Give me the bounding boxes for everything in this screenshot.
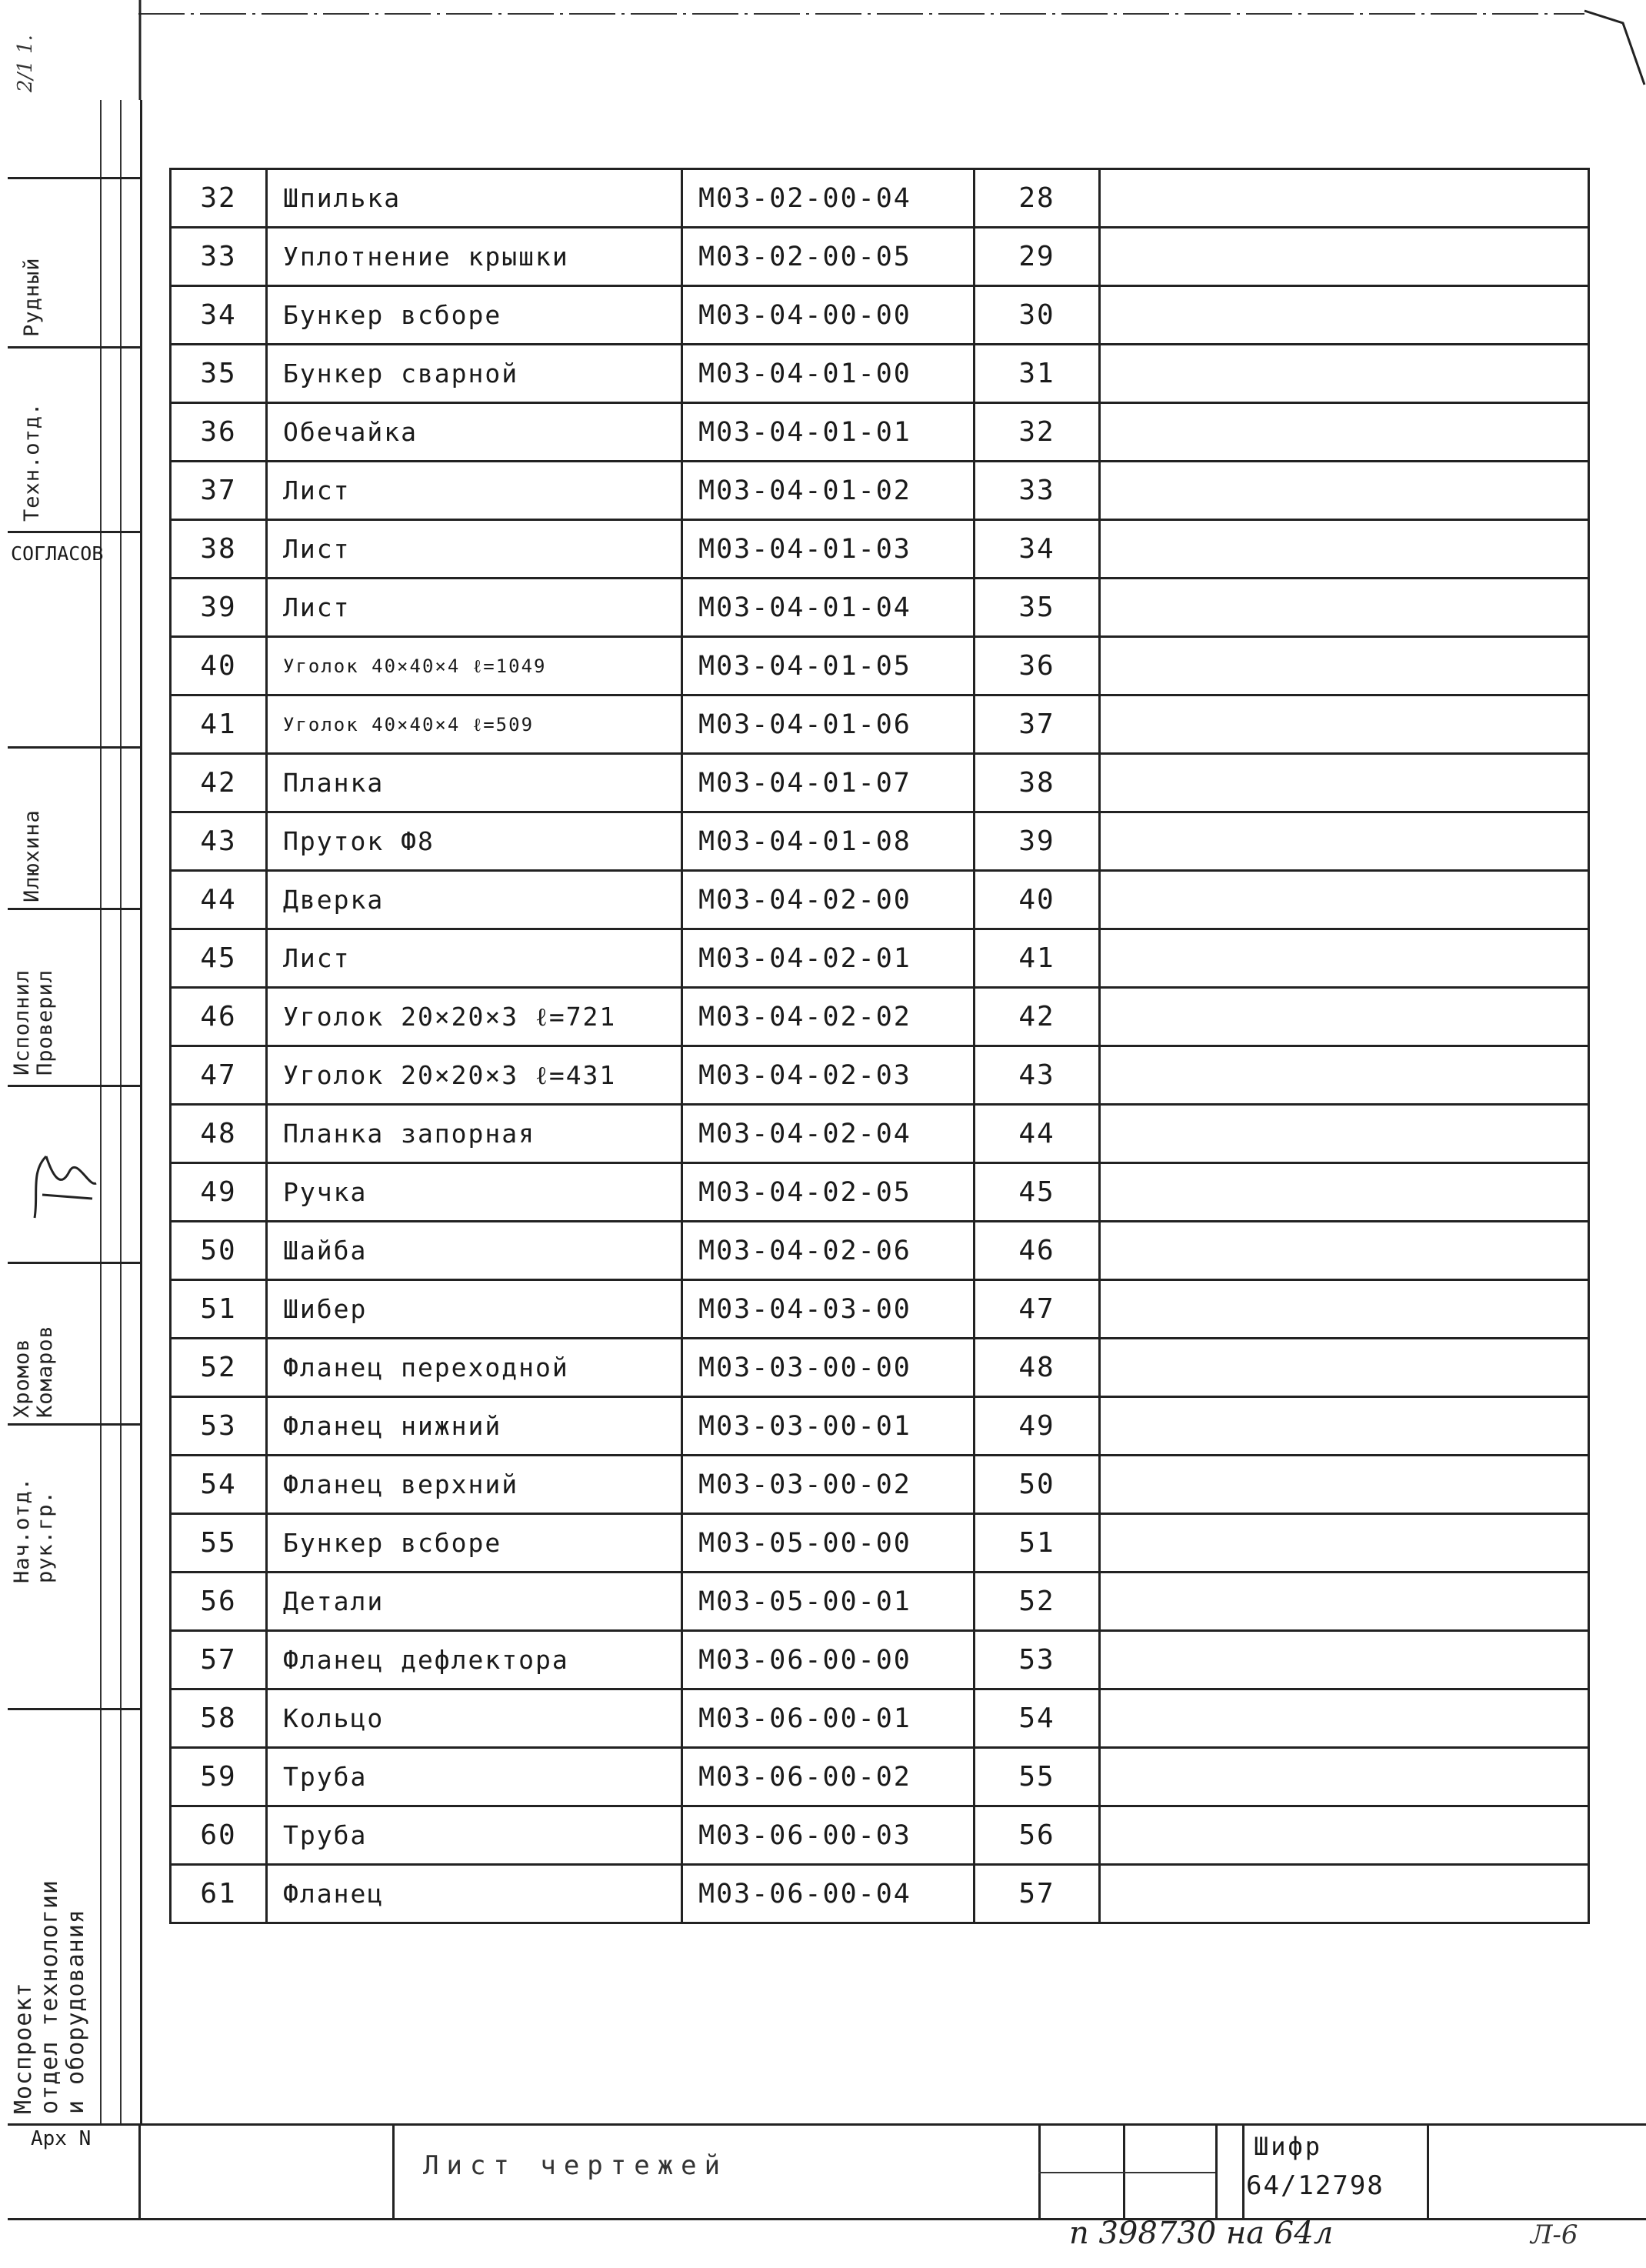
drawing-name: Пруток Ф8 [267, 812, 682, 871]
strip-text-khromov: Хромов Комаров [10, 1325, 57, 1418]
row-number: 41 [171, 695, 267, 754]
sheet-mark: Л-6 [1531, 2220, 1578, 2250]
drawing-code: М03-04-01-08 [682, 812, 975, 871]
notes-cell [1100, 228, 1589, 286]
notes-cell [1100, 1631, 1589, 1689]
drawing-name: Фланец [267, 1865, 682, 1923]
table-row [171, 579, 1589, 637]
drawing-name: Лист [267, 579, 682, 637]
row-number: 43 [171, 812, 267, 871]
drawing-name: Бункер всборе [267, 286, 682, 345]
left-title-strip [8, 100, 142, 2123]
notes-cell [1100, 1222, 1589, 1280]
sheet-number: 31 [975, 345, 1100, 403]
stamp-divider [1242, 2126, 1244, 2218]
drawing-code: М03-04-01-06 [682, 695, 975, 754]
table-row [171, 929, 1589, 988]
sheet-number: 54 [975, 1689, 1100, 1748]
drawing-code: М03-03-00-01 [682, 1397, 975, 1456]
drawing-name: Уплотнение крышки [267, 228, 682, 286]
drawing-code: М03-04-02-00 [682, 871, 975, 929]
drawing-name: Ручка [267, 1163, 682, 1222]
table-row [171, 1748, 1589, 1806]
row-number: 51 [171, 1280, 267, 1339]
sheet-number: 28 [975, 169, 1100, 228]
handwritten-signature [23, 1141, 108, 1226]
drawing-name: Уголок 20×20×3 ℓ=721 [267, 988, 682, 1046]
notes-cell [1100, 871, 1589, 929]
strip-text-agreed: СОГЛАСОВ [11, 542, 104, 565]
table-body [171, 169, 1589, 1923]
drawing-code: М03-02-00-04 [682, 169, 975, 228]
row-number: 47 [171, 1046, 267, 1105]
notes-cell [1100, 462, 1589, 520]
drawing-code: М03-04-01-07 [682, 754, 975, 812]
drawing-code: М03-06-00-04 [682, 1865, 975, 1923]
sheet-number: 55 [975, 1748, 1100, 1806]
drawing-code: М03-03-00-00 [682, 1339, 975, 1397]
strip-cell-khromov [8, 1262, 140, 1426]
row-number: 42 [171, 754, 267, 812]
notes-cell [1100, 1105, 1589, 1163]
sheet-number: 34 [975, 520, 1100, 579]
drawing-code: М03-05-00-00 [682, 1514, 975, 1573]
sheet-number: 46 [975, 1222, 1100, 1280]
notes-cell [1100, 1865, 1589, 1923]
sheet-number: 38 [975, 754, 1100, 812]
drawing-name: Планка [267, 754, 682, 812]
strip-text-performed: Исполнил Проверил [10, 969, 57, 1076]
notes-cell [1100, 1806, 1589, 1865]
table-row [171, 637, 1589, 695]
drawing-name: Лист [267, 462, 682, 520]
stamp-hline [1038, 2172, 1215, 2173]
drawing-name: Уголок 20×20×3 ℓ=431 [267, 1046, 682, 1105]
row-number: 46 [171, 988, 267, 1046]
archive-number-label: Арх N [31, 2127, 92, 2150]
table-row [171, 754, 1589, 812]
strip-text-org: Моспроект отдел технологии и оборудования [10, 1879, 89, 2114]
drawing-code: М03-06-00-00 [682, 1631, 975, 1689]
cipher-label: Шифр [1254, 2132, 1323, 2161]
drawing-code: М03-04-01-05 [682, 637, 975, 695]
drawing-name: Дверка [267, 871, 682, 929]
notes-cell [1100, 812, 1589, 871]
sheet-number: 49 [975, 1397, 1100, 1456]
stamp-divider [392, 2126, 395, 2218]
sheet-number: 42 [975, 988, 1100, 1046]
row-number: 56 [171, 1573, 267, 1631]
notes-cell [1100, 1748, 1589, 1806]
sheet-number: 45 [975, 1163, 1100, 1222]
notes-cell [1100, 754, 1589, 812]
strip-cell-head [8, 1423, 140, 1595]
sheet-number: 57 [975, 1865, 1100, 1923]
row-number: 34 [171, 286, 267, 345]
drawing-code: М03-06-00-03 [682, 1806, 975, 1865]
notes-cell [1100, 1456, 1589, 1514]
row-number: 50 [171, 1222, 267, 1280]
table-row [171, 871, 1589, 929]
strip-text-ilyukhina: Илюхина [20, 809, 44, 902]
sheet-number: 43 [975, 1046, 1100, 1105]
notes-cell [1100, 1573, 1589, 1631]
sheet-number: 32 [975, 403, 1100, 462]
sheet-number: 30 [975, 286, 1100, 345]
strip-cell-ilyukhina [8, 746, 140, 910]
drawings-list-table [169, 168, 1590, 1924]
drawing-name: Планка запорная [267, 1105, 682, 1163]
drawing-code: М03-04-01-03 [682, 520, 975, 579]
stamp-divider [1427, 2126, 1429, 2218]
row-number: 59 [171, 1748, 267, 1806]
notes-cell [1100, 286, 1589, 345]
sheet-number: 29 [975, 228, 1100, 286]
drawing-name: Бункер всборе [267, 1514, 682, 1573]
sheet-number: 41 [975, 929, 1100, 988]
sheet-number: 56 [975, 1806, 1100, 1865]
drawing-code: М03-06-00-02 [682, 1748, 975, 1806]
stamp-title: Лист чертежей [423, 2150, 728, 2181]
inventory-note: n 398730 на 64л [1069, 2216, 1334, 2251]
notes-cell [1100, 403, 1589, 462]
notes-cell [1100, 929, 1589, 988]
table-row [171, 169, 1589, 228]
table-row [171, 286, 1589, 345]
row-number: 44 [171, 871, 267, 929]
sheet-number: 39 [975, 812, 1100, 871]
row-number: 57 [171, 1631, 267, 1689]
drawing-code: М03-04-02-01 [682, 929, 975, 988]
table-row [171, 1456, 1589, 1514]
row-number: 40 [171, 637, 267, 695]
table-row [171, 1573, 1589, 1631]
strip-cell-signature [8, 1085, 140, 1264]
table-row [171, 228, 1589, 286]
drawing-code: М03-04-02-05 [682, 1163, 975, 1222]
drawing-name: Шпилька [267, 169, 682, 228]
notes-cell [1100, 1339, 1589, 1397]
row-number: 48 [171, 1105, 267, 1163]
corner-signature: 2/1 1. [14, 35, 37, 92]
table-row [171, 1339, 1589, 1397]
drawing-code: М03-02-00-05 [682, 228, 975, 286]
row-number: 53 [171, 1397, 267, 1456]
table-row [171, 695, 1589, 754]
table-row [171, 1105, 1589, 1163]
stamp-divider [138, 2126, 141, 2218]
table-row [171, 462, 1589, 520]
row-number: 55 [171, 1514, 267, 1573]
row-number: 39 [171, 579, 267, 637]
sheet-number: 48 [975, 1339, 1100, 1397]
drawing-name: Шибер [267, 1280, 682, 1339]
notes-cell [1100, 1046, 1589, 1105]
sheet-number: 44 [975, 1105, 1100, 1163]
sheet-number: 35 [975, 579, 1100, 637]
drawing-name: Фланец нижний [267, 1397, 682, 1456]
strip-text-tech-dept: Техн.отд. [20, 402, 44, 522]
table-row [171, 403, 1589, 462]
drawing-code: М03-06-00-01 [682, 1689, 975, 1748]
sheet-number: 50 [975, 1456, 1100, 1514]
table-row [171, 1280, 1589, 1339]
table-row [171, 1163, 1589, 1222]
sheet-number: 51 [975, 1514, 1100, 1573]
sheet-number: 47 [975, 1280, 1100, 1339]
drawing-code: М03-05-00-01 [682, 1573, 975, 1631]
drawing-name: Обечайка [267, 403, 682, 462]
notes-cell [1100, 169, 1589, 228]
row-number: 35 [171, 345, 267, 403]
table-row [171, 1806, 1589, 1865]
notes-cell [1100, 1163, 1589, 1222]
notes-cell [1100, 1514, 1589, 1573]
drawing-code: М03-04-03-00 [682, 1280, 975, 1339]
drawing-code: М03-04-02-04 [682, 1105, 975, 1163]
table-row [171, 1689, 1589, 1748]
cipher-value: 64/12798 [1246, 2170, 1384, 2201]
strip-cell-agreed [8, 531, 140, 679]
notes-cell [1100, 695, 1589, 754]
notes-cell [1100, 1280, 1589, 1339]
row-number: 36 [171, 403, 267, 462]
strip-cell-org [8, 1708, 140, 2126]
drawing-name: Труба [267, 1806, 682, 1865]
drawing-name: Фланец переходной [267, 1339, 682, 1397]
drawing-code: М03-04-02-02 [682, 988, 975, 1046]
frame-top-decor [0, 0, 1646, 100]
row-number: 37 [171, 462, 267, 520]
notes-cell [1100, 988, 1589, 1046]
notes-cell [1100, 1397, 1589, 1456]
strip-cell-performed [8, 908, 140, 1087]
drawing-name: Лист [267, 520, 682, 579]
table-row [171, 988, 1589, 1046]
strip-text-head: Нач.отд. рук.гр. [10, 1476, 57, 1583]
sheet-number: 40 [975, 871, 1100, 929]
notes-cell [1100, 637, 1589, 695]
table-row [171, 1222, 1589, 1280]
row-number: 33 [171, 228, 267, 286]
row-number: 54 [171, 1456, 267, 1514]
drawing-code: М03-04-01-04 [682, 579, 975, 637]
drawing-code: М03-03-00-02 [682, 1456, 975, 1514]
drawing-name: Детали [267, 1573, 682, 1631]
row-number: 58 [171, 1689, 267, 1748]
row-number: 32 [171, 169, 267, 228]
drawing-code: М03-04-02-06 [682, 1222, 975, 1280]
drawing-name: Бункер сварной [267, 345, 682, 403]
table-row [171, 1046, 1589, 1105]
row-number: 61 [171, 1865, 267, 1923]
sheet-number: 36 [975, 637, 1100, 695]
notes-cell [1100, 579, 1589, 637]
drawing-code: М03-04-00-00 [682, 286, 975, 345]
table-row [171, 1865, 1589, 1923]
drawing-name: Фланец верхний [267, 1456, 682, 1514]
sheet-number: 33 [975, 462, 1100, 520]
notes-cell [1100, 1689, 1589, 1748]
table-row [171, 1514, 1589, 1573]
title-block-stamp [8, 2123, 1646, 2220]
drawing-code: М03-04-01-02 [682, 462, 975, 520]
sheet-number: 53 [975, 1631, 1100, 1689]
row-number: 38 [171, 520, 267, 579]
strip-cell-rudny [8, 177, 140, 349]
table-row [171, 1631, 1589, 1689]
drawing-name: Уголок 40×40×4 ℓ=1049 [267, 637, 682, 695]
sheet-number: 52 [975, 1573, 1100, 1631]
row-number: 49 [171, 1163, 267, 1222]
table-row [171, 345, 1589, 403]
row-number: 52 [171, 1339, 267, 1397]
drawing-name: Уголок 40×40×4 ℓ=509 [267, 695, 682, 754]
drawing-name: Фланец дефлектора [267, 1631, 682, 1689]
table-row [171, 520, 1589, 579]
stamp-divider [1215, 2126, 1218, 2218]
strip-cell-tech-dept [8, 346, 140, 533]
drawing-name: Шайба [267, 1222, 682, 1280]
row-number: 45 [171, 929, 267, 988]
strip-text-rudny: Рудный [20, 257, 44, 337]
sheet-number: 37 [975, 695, 1100, 754]
drawing-name: Кольцо [267, 1689, 682, 1748]
drawing-name: Лист [267, 929, 682, 988]
table-row [171, 1397, 1589, 1456]
drawing-code: М03-04-01-00 [682, 345, 975, 403]
notes-cell [1100, 345, 1589, 403]
notes-cell [1100, 520, 1589, 579]
drawing-code: М03-04-02-03 [682, 1046, 975, 1105]
table-row [171, 812, 1589, 871]
drawing-code: М03-04-01-01 [682, 403, 975, 462]
drawing-name: Труба [267, 1748, 682, 1806]
row-number: 60 [171, 1806, 267, 1865]
